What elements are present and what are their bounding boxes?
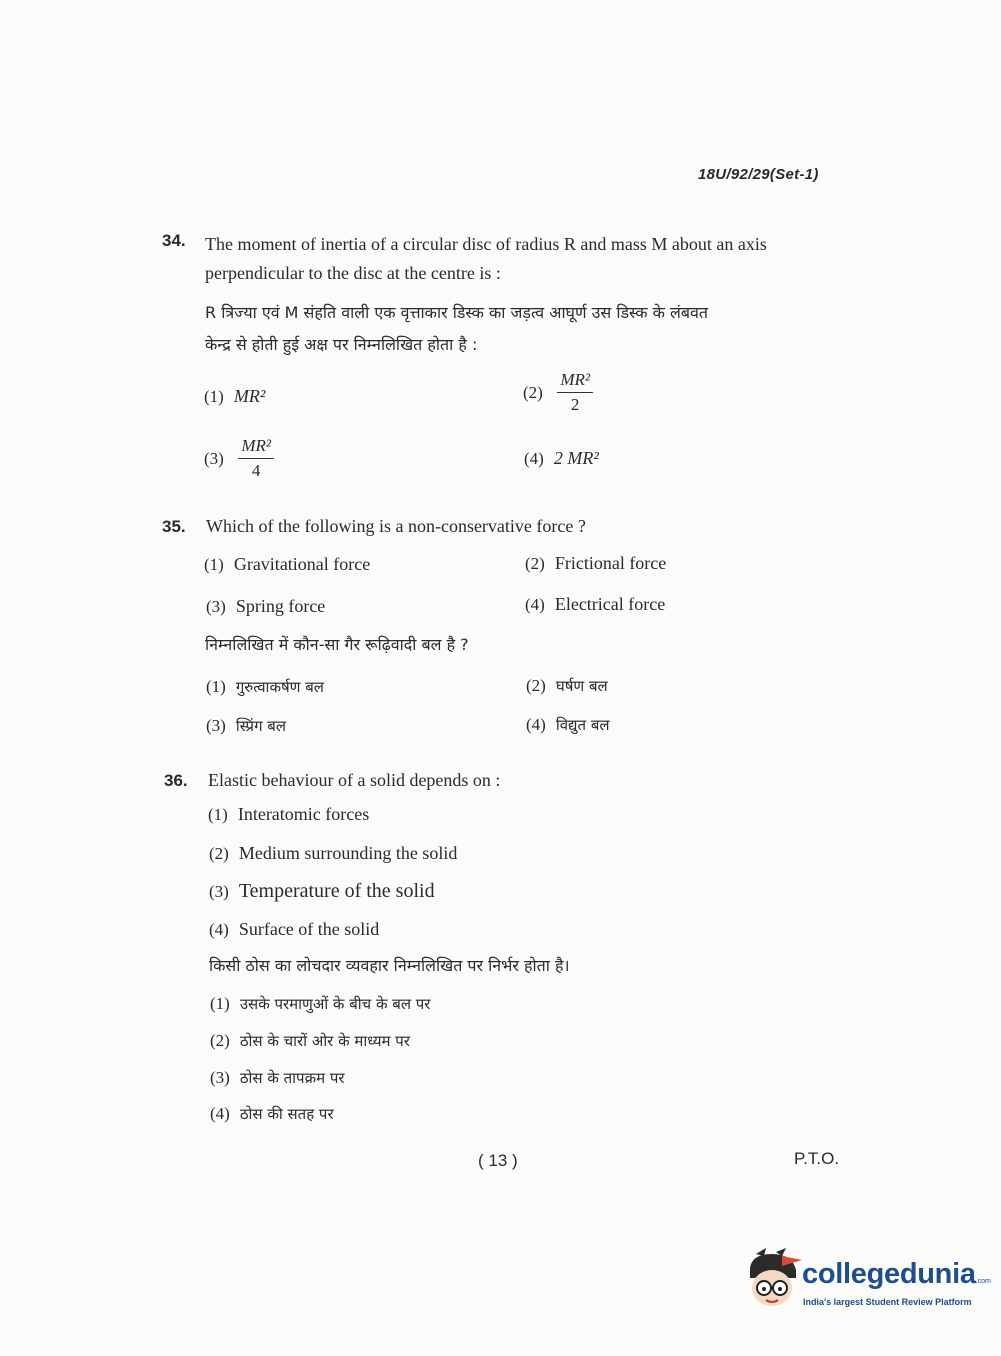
option bbox=[206, 715, 286, 736]
fraction-denominator: 2 bbox=[570, 395, 580, 414]
option-label: Temperature of the solid bbox=[238, 880, 435, 902]
option-number: (3) bbox=[206, 597, 226, 616]
option-number: (2) bbox=[525, 554, 545, 573]
brand-tagline: India's largest Student Review Platform bbox=[803, 1297, 972, 1307]
question-number: 34. bbox=[162, 231, 186, 250]
mascot-logo-icon bbox=[742, 1248, 802, 1310]
option bbox=[210, 993, 430, 1014]
option-label: घर्षण बल bbox=[555, 677, 608, 695]
option-expression: 2 MR² bbox=[553, 448, 599, 468]
question-number: 36. bbox=[164, 771, 188, 790]
option bbox=[208, 804, 369, 825]
option-label: Interatomic forces bbox=[237, 804, 370, 824]
option-label: Surface of the solid bbox=[238, 919, 380, 939]
fraction bbox=[557, 370, 593, 415]
option bbox=[210, 1030, 410, 1051]
option-label: विद्युत बल bbox=[555, 716, 610, 734]
option-number: (4) bbox=[526, 715, 546, 734]
question-text-en: Elastic behaviour of a solid depends on : bbox=[208, 770, 501, 790]
option bbox=[525, 553, 666, 574]
option-number: (2) bbox=[210, 1031, 230, 1050]
option bbox=[209, 880, 435, 903]
option bbox=[204, 386, 265, 407]
option-label: Spring force bbox=[235, 596, 326, 616]
option-label: Frictional force bbox=[554, 553, 667, 573]
option-number: (4) bbox=[209, 920, 229, 939]
option-number: (3) bbox=[210, 1068, 230, 1087]
option-label: गुरुत्वाकर्षण बल bbox=[235, 678, 324, 696]
question-text-hi: केन्द्र से होती हुई अक्ष पर निम्नलिखित होता है : bbox=[205, 335, 478, 354]
question-text-en: Which of the following is a non-conservative force ? bbox=[206, 516, 586, 536]
option bbox=[206, 676, 324, 697]
option-number: (3) bbox=[204, 448, 224, 468]
question-text-hi: निम्नलिखित में कौन-सा गैर रूढ़िवादी बल है ? bbox=[205, 635, 469, 654]
option-label: ठोस के चारों ओर के माध्यम पर bbox=[239, 1032, 410, 1050]
fraction-denominator: 4 bbox=[251, 461, 261, 480]
option-number: (1) bbox=[204, 555, 224, 574]
option-label: Gravitational force bbox=[233, 554, 371, 574]
option bbox=[526, 714, 610, 735]
option bbox=[525, 594, 665, 615]
fraction-numerator: MR² bbox=[557, 370, 593, 393]
option-label: ठोस की सतह पर bbox=[239, 1105, 334, 1123]
option-number: (1) bbox=[204, 387, 224, 406]
option bbox=[526, 675, 608, 696]
option bbox=[204, 554, 370, 575]
option-number: (1) bbox=[210, 994, 230, 1013]
page-number: ( 13 ) bbox=[478, 1151, 518, 1170]
brand-suffix: .com bbox=[975, 1278, 991, 1285]
option-number: (4) bbox=[525, 595, 545, 614]
option-number: (4) bbox=[210, 1104, 230, 1123]
question-number: 35. bbox=[162, 517, 186, 536]
option-number: (3) bbox=[209, 882, 229, 901]
question-text-en: The moment of inertia of a circular disc of radius R and mass M about an axis perpendicular to the disc at the centre is : bbox=[205, 234, 767, 283]
brand-logo bbox=[802, 1258, 991, 1291]
option-number: (1) bbox=[208, 805, 228, 824]
option bbox=[210, 1067, 345, 1088]
option bbox=[524, 448, 599, 469]
option bbox=[209, 843, 457, 864]
fraction-numerator: MR² bbox=[238, 436, 274, 459]
option bbox=[206, 596, 325, 617]
fraction bbox=[238, 436, 274, 481]
option-label: Electrical force bbox=[554, 594, 666, 614]
option bbox=[523, 370, 593, 415]
option-number: (2) bbox=[526, 676, 546, 695]
option bbox=[210, 1103, 334, 1124]
option bbox=[204, 436, 274, 481]
pto-label: P.T.O. bbox=[794, 1149, 840, 1168]
option-label: ठोस के तापक्रम पर bbox=[239, 1069, 345, 1087]
option-number: (2) bbox=[523, 382, 543, 402]
option-label: उसके परमाणुओं के बीच के बल पर bbox=[239, 995, 431, 1013]
option-expression: MR² bbox=[233, 386, 266, 406]
option-number: (4) bbox=[524, 449, 544, 468]
option-number: (1) bbox=[206, 677, 226, 696]
option-number: (2) bbox=[209, 844, 229, 863]
brand-name: collegedunia bbox=[802, 1258, 976, 1290]
option-number: (3) bbox=[206, 716, 226, 735]
paper-code: 18U/92/29(Set-1) bbox=[698, 166, 819, 183]
option-label: स्प्रिंग बल bbox=[235, 717, 287, 735]
question-text-hi: किसी ठोस का लोचदार व्यवहार निम्नलिखित पर निर्भर होता है। bbox=[209, 956, 570, 975]
question-text-hi: R त्रिज्या एवं M संहति वाली एक वृत्ताकार डिस्क का जड़त्व आघूर्ण उस डिस्क के लंबवत bbox=[205, 303, 709, 322]
option bbox=[209, 919, 379, 940]
option-label: Medium surrounding the solid bbox=[238, 843, 458, 863]
